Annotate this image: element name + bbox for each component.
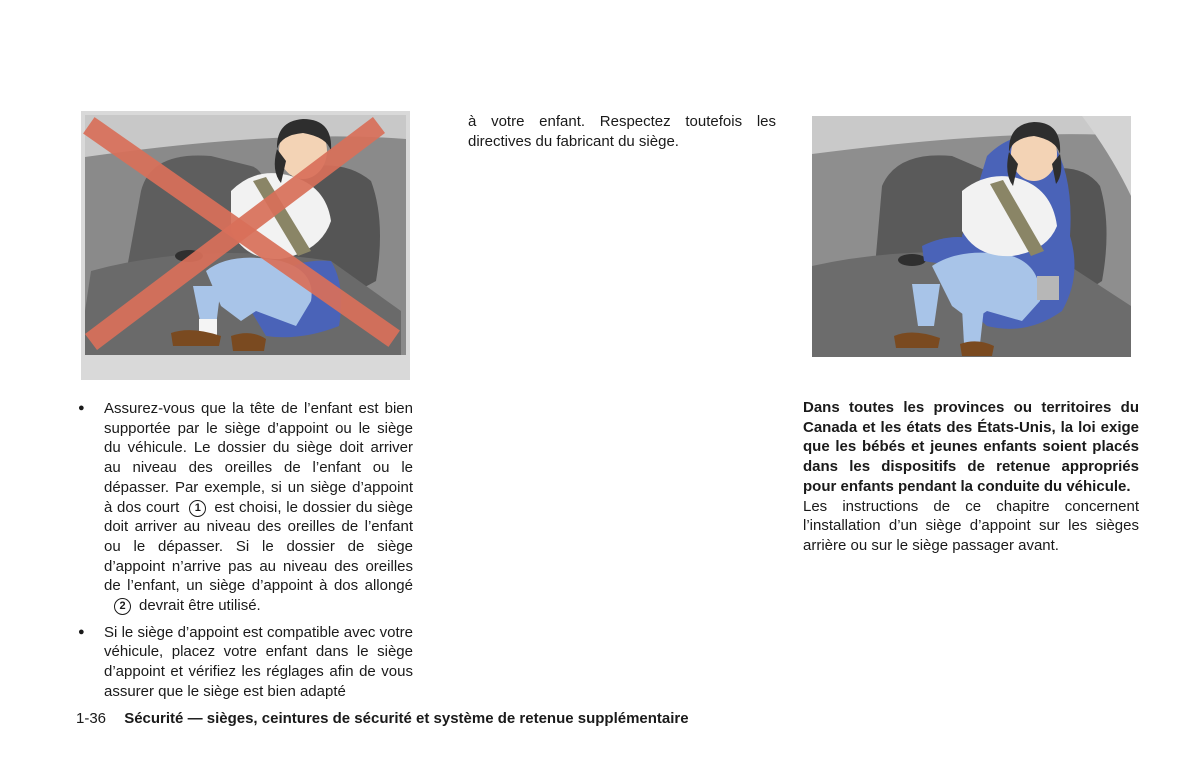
page-footer — [76, 710, 689, 727]
page-number: 1-36 — [76, 710, 107, 727]
correct-booster-drawing — [812, 116, 1131, 357]
incorrect-booster-drawing — [81, 111, 410, 380]
bullet-item-compatibility — [76, 623, 413, 702]
bullet1-text-a: Assurez-vous que la tête de l’enfant est bien supportée par le siège d’appoint ou le siège du véhicule. Le dossier du siège doit arriver au niveau des oreilles de l’enfant ou le dépasser. Par exemple, si un siège d’appoint à dos court — [104, 400, 413, 516]
section-title: Sécurité — sièges, ceintures de sécurité et système de retenue supplémentaire — [124, 710, 689, 727]
bullet1-text-c: devrait être utilisé. — [139, 597, 261, 615]
bullet1-text-b: est choisi, le dossier du siège doit arriver au niveau des oreilles de l’enfant ou le dépasser. Si le dossier de siège d’appoint n’arrive pas au niveau des oreilles de l’enfant, un siège d’appoint à dos allongé — [104, 498, 413, 595]
marker-2: 2 — [114, 598, 131, 615]
chapter-instructions: Les instructions de ce chapitre concernent l’installation d’un siège d’appoint sur les sièges arrière ou sur le siège passager avant. — [803, 497, 1139, 554]
illustration-correct-booster — [812, 116, 1131, 357]
right-column — [803, 398, 1139, 556]
bullet-list — [76, 399, 413, 702]
bullet2-text: Si le siège d’appoint est compatible avec votre véhicule, placez votre enfant dans le siège d’appoint et vérifiez les réglages afin de vous assurer que le siège est bien adapté — [104, 623, 413, 700]
law-notice: Dans toutes les provinces ou territoires du Canada et les états des États-Unis, la loi exige que les bébés et jeunes enfants soient placés dans les dispositifs de retenue appropriés pour enfants pendant la conduite du véhicule. — [803, 399, 1139, 495]
marker-1: 1 — [189, 500, 206, 517]
bullet-item-head-support — [76, 399, 413, 616]
left-column — [76, 399, 413, 709]
middle-column-paragraph: à votre enfant. Respectez toutefois les directives du fabricant du siège. — [468, 113, 776, 150]
illustration-incorrect-booster — [81, 111, 410, 380]
middle-column — [468, 112, 776, 151]
